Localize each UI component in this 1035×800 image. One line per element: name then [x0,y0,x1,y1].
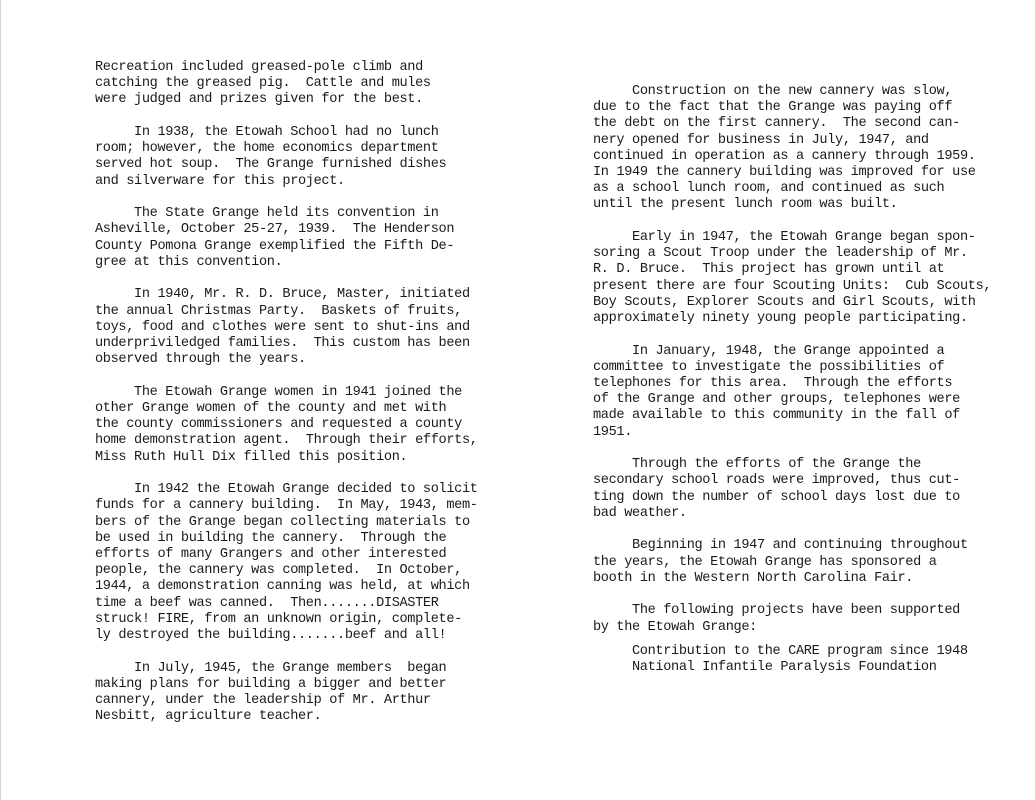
text-line: as a school lunch room, and continued as such [593,181,945,197]
text-line: Asheville, October 25-27, 1939. The Henderson [95,222,455,238]
text-line: continued in operation as a cannery through 1959. [593,148,976,164]
text-line: approximately ninety young people participating. [593,311,968,327]
text-line: Beginning in 1947 and continuing throughout [593,538,968,554]
paragraph-1939-convention [95,206,505,271]
list-item: Contribution to the CARE program since 1948 [632,643,968,659]
paragraph-1938-lunch [95,125,505,190]
text-line: the years, the Etowah Grange has sponsored a [593,554,937,570]
projects-list [593,644,1013,676]
text-line: County Pomona Grange exemplified the Fifth De- [95,238,455,254]
text-line: were judged and prizes given for the best. [95,92,423,108]
text-line: ting down the number of school days lost due to [593,489,960,505]
paragraph-1945-plans [95,661,505,726]
text-line: In January, 1948, the Grange appointed a [593,343,945,359]
list-item: National Infantile Paralysis Foundation [632,660,937,676]
text-line: booth in the Western North Carolina Fair. [593,570,914,586]
text-line: Nesbitt, agriculture teacher. [95,709,322,725]
paragraph-1941-women [95,385,505,466]
text-line: until the present lunch room was built. [593,197,898,213]
text-line: Recreation included greased-pole climb and [95,60,423,75]
text-line: the county commissioners and requested a county [95,417,462,433]
text-line: served hot soup. The Grange furnished dishes [95,157,447,173]
text-line: be used in building the cannery. Through the [95,530,447,546]
text-line: The following projects have been supported [593,603,960,619]
text-line: and silverware for this project. [95,173,345,189]
text-line: The Etowah Grange women in 1941 joined the [95,384,462,400]
text-line: other Grange women of the county and met with [95,401,447,417]
text-line: In 1938, the Etowah School had no lunch [95,125,439,140]
text-line: by the Etowah Grange: [593,619,757,635]
paragraph-1940-christmas [95,287,505,368]
text-line: people, the cannery was completed. In October, [95,563,462,579]
text-line: bad weather. [593,505,687,521]
text-line: made available to this community in the fall of [593,408,960,424]
text-line: Construction on the new cannery was slow, [593,84,953,99]
text-line: soring a Scout Troop under the leadership of Mr. [593,246,968,262]
text-line: 1944, a demonstration canning was held, at which [95,579,470,595]
text-line: nery opened for business in July, 1947, and [593,132,929,148]
text-line: 1951. [593,424,633,440]
paragraph-school-roads [593,457,1013,522]
text-line: funds for a cannery building. In May, 1943, mem- [95,498,478,514]
text-line: struck! FIRE, from an unknown origin, complete- [95,611,462,627]
text-line: Early in 1947, the Etowah Grange began spon- [593,230,976,246]
text-line: gree at this convention. [95,254,283,270]
text-line: In 1949 the cannery building was improved for use [593,165,976,181]
text-line: cannery, under the leadership of Mr. Arthur [95,693,431,709]
text-line: ly destroyed the building.......beef and all! [95,628,447,644]
paragraph-recreation [95,60,505,109]
text-line: home demonstration agent. Through their efforts, [95,433,478,449]
text-line: the annual Christmas Party. Baskets of fruits, [95,303,462,319]
text-line: catching the greased pig. Cattle and mules [95,76,431,92]
text-line: In July, 1945, the Grange members began [95,660,447,676]
paragraph-new-cannery [593,84,1013,214]
text-line: secondary school roads were improved, thus cut- [593,473,960,489]
text-line: Through the efforts of the Grange the [593,457,921,473]
text-line: The State Grange held its convention in [95,206,439,222]
paragraph-1948-telephones [593,344,1013,441]
text-line: bers of the Grange began collecting materials to [95,514,470,530]
paragraph-1947-scouts [593,230,1013,327]
text-line: room; however, the home economics department [95,141,439,157]
text-line: Miss Ruth Hull Dix filled this position. [95,449,408,465]
text-line: efforts of many Grangers and other interested [95,547,447,563]
text-line: committee to investigate the possibilities of [593,359,945,375]
text-line: the debt on the first cannery. The second can- [593,116,960,132]
text-line: telephones for this area. Through the efforts [593,376,953,392]
text-line: R. D. Bruce. This project has grown until at [593,262,945,278]
text-line: due to the fact that the Grange was paying off [593,100,953,116]
paragraph-fair-booth [593,538,1013,587]
left-page-column [95,60,505,742]
right-page-column [593,84,1013,676]
text-line: underpriviledged families. This custom has been [95,336,470,352]
text-line: observed through the years. [95,352,306,368]
text-line: toys, food and clothes were sent to shut-ins and [95,319,470,335]
paragraph-1942-cannery [95,482,505,644]
text-line: In 1942 the Etowah Grange decided to solicit [95,482,478,498]
text-line: of the Grange and other groups, telephones were [593,392,960,408]
text-line: Boy Scouts, Explorer Scouts and Girl Scouts, with [593,294,976,310]
text-line: time a beef was canned. Then.......DISASTER [95,595,439,611]
text-line: In 1940, Mr. R. D. Bruce, Master, initiated [95,287,470,303]
text-line: present there are four Scouting Units: Cub Scouts, [593,278,992,294]
text-line: making plans for building a bigger and better [95,676,447,692]
paragraph-projects-intro [593,603,1013,635]
page-fold-edge [0,0,1,800]
